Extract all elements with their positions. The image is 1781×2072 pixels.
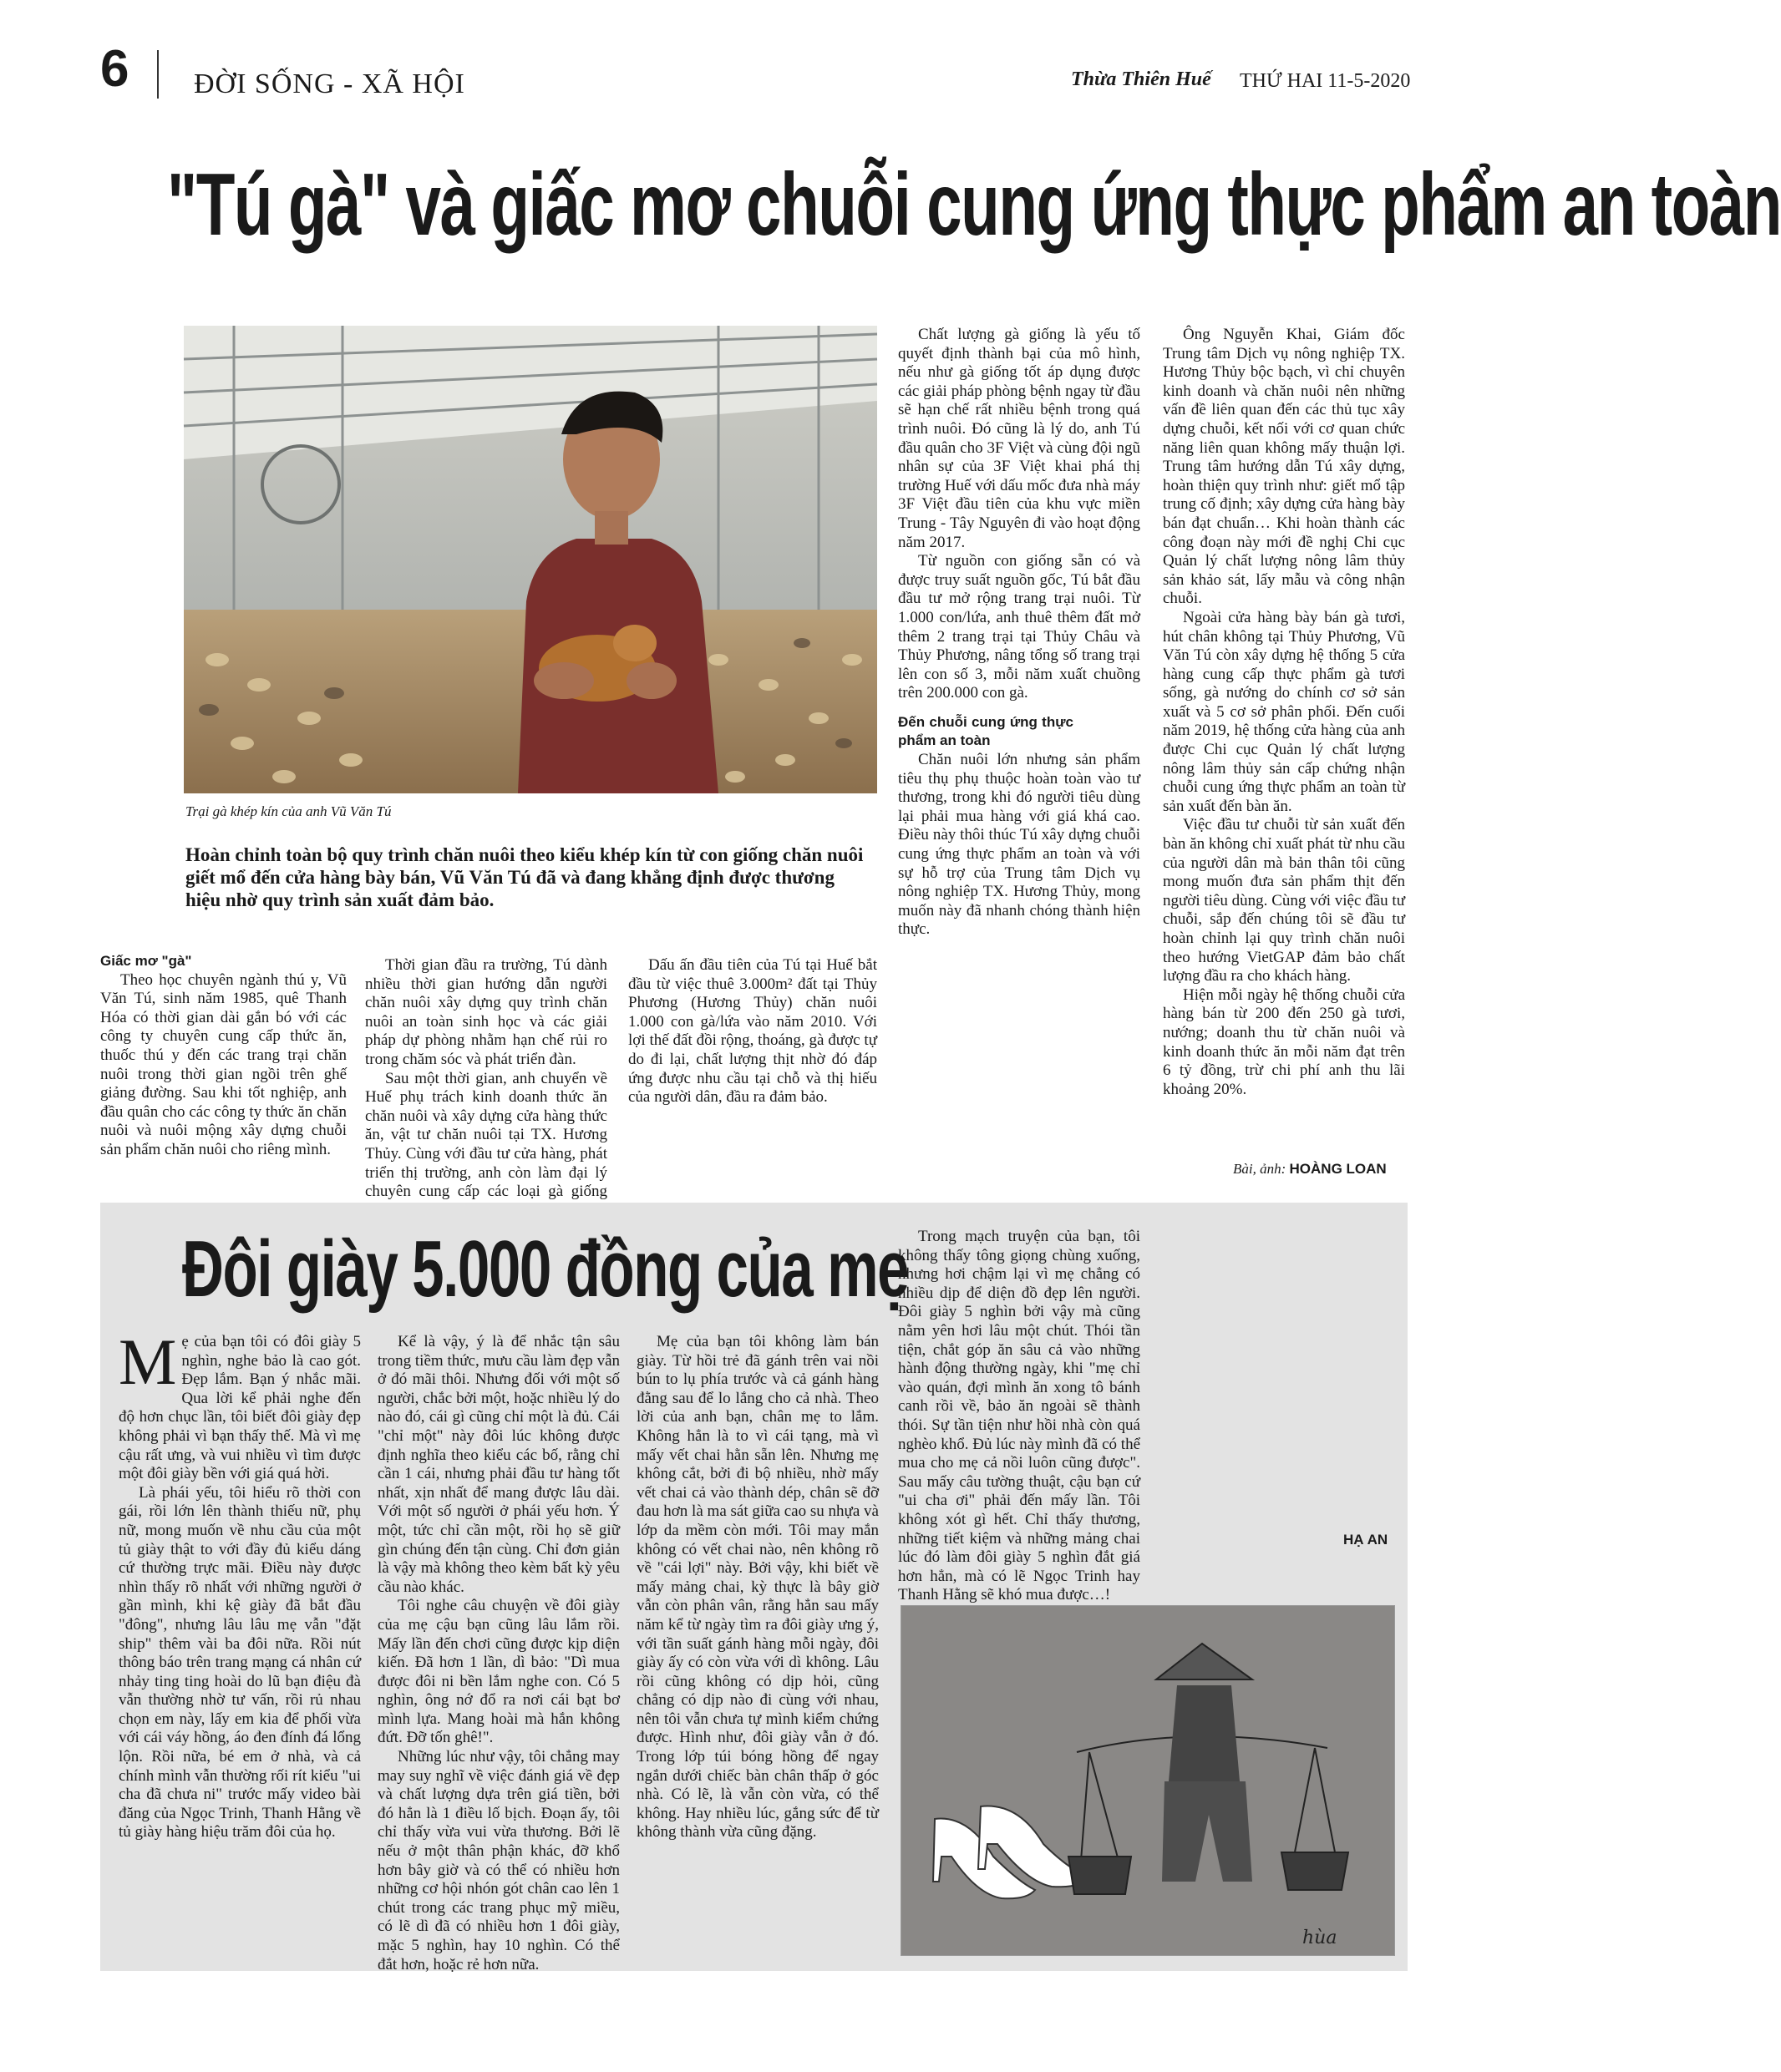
article2-col2: [378, 1333, 620, 1974]
section-title: ĐỜI SỐNG - XÃ HỘI: [194, 68, 465, 99]
paragraph: Ngoài cửa hàng bày bán gà tươi, hút chân không tại Thủy Phương, Vũ Văn Tú còn xây dựng hệ thống 5 cửa hàng cung cấp thực phẩm gà tươi sống, gà nướng do chính cơ sở sản xuất và 5 cơ sở phân phối. Đến cuối năm 2019, hệ thống cửa hàng của anh được Chi cục Quản lý chất lượng nông lâm thủy sản cấp chứng nhận chuỗi cung ứng thực phẩm an toàn từ sản xuất đến bàn ăn.: [1163, 608, 1405, 815]
paragraph: Ông Nguyễn Khai, Giám đốc Trung tâm Dịch vụ nông nghiệp TX. Hương Thủy bộc bạch, vì chỉ chuyên kinh doanh và chăn nuôi nên những vấn đề liên quan đến các thủ tục xây dựng chuỗi, kết nối với cơ quan chức năng liên quan không mấy thuận lợi. Trung tâm hướng dẫn Tú xây dựng, hoàn thiện quy trình như: giết mổ tập trung cố định; xây dựng cửa hàng bày bán đạt chuẩn… Khi hoàn thành các công đoạn này mới đề nghị Chi cục Quản lý chất lượng nông lâm thủy sản khảo sát, lấy mẫu và công nhận chuỗi.: [1163, 326, 1405, 608]
paragraph: Trong mạch truyện của bạn, tôi không thấy tông giọng chùng xuống, nhưng hơi chậm lại vì mẹ chẳng có nhiều dịp để diện đồ đẹp lên người. Đôi giày 5 nghìn bởi vậy mà cũng nằm yên hơi lâu một chút. Thói tần tiện, chắt góp ăn sâu cả vào những hành động thường ngày, khi "mẹ chỉ vào quán, đợi mình ăn xong tô bánh canh rồi về, bảo ăn ngoài sẽ thành thói. Sự tần tiện như hồi nhà còn quá nghèo khổ. Đủ lúc này mình đã có thể mua cho mẹ cả nồi luôn cũng được". Sau mấy câu tường thuật, cậu bạn cứ "ui cha ơi" phải đến mấy lần. Tôi không xót gì hết. Chỉ thấy thương, những tiết kiệm và những mảng chai lúc đó làm đôi giày 5 nghìn đắt giá hơn hẳn, mà có lẽ Ngọc Trinh hay Thanh Hằng sẽ khó mua được…!: [898, 1228, 1140, 1604]
article1-photo: [184, 326, 877, 793]
article1-col1: [100, 952, 347, 1160]
article1-lead: Hoàn chỉnh toàn bộ quy trình chăn nuôi theo kiểu khép kín từ con giống chăn nuôi giết mổ đến cửa hàng bày bán, Vũ Văn Tú đã và đang khẳng định được thương hiệu nhờ quy trình sản xuất đảm bảo.: [185, 844, 864, 910]
paragraph: Hiện mỗi ngày hệ thống chuỗi cửa hàng bán từ 200 đến 250 gà tươi, nướng; doanh thu từ chăn nuôi và kinh doanh thức ăn mỗi năm đạt trên 6 tỷ đồng, trừ chi phí anh thu lãi khoảng 20%.: [1163, 985, 1405, 1098]
subheading-chuoi-cung-ung: Đến chuỗi cung ứng thực phẩm an toàn: [898, 713, 1073, 749]
article2-col4: [898, 1228, 1140, 1605]
article1-col2: [365, 956, 607, 1220]
photo-caption: Trại gà khép kín của anh Vũ Văn Tú: [185, 803, 392, 819]
article1-col5: [1163, 326, 1405, 1099]
subheading-giac-mo: Giấc mơ "gà": [100, 953, 192, 969]
paragraph: Mẹ của bạn tôi không làm bán giày. Từ hồi trẻ đã gánh trên vai nồi bún to lụ phía trước và cả gánh hàng đằng sau để lo lắng cho cả nhà. Theo lời của anh bạn, chân mẹ to lắm. Không hẳn là to vì cái tạng, mà vì mấy vết chai hằn sẵn lên. Nhưng mẹ không cắt, bởi đi bộ nhiều, nhờ mấy vết chai cả vào thành dép, chân sẽ đỡ đau hơn là ma sát giữa cao su nhựa và lớp da mềm còn mới. Tôi may mắn không có vết chai nào, nên không rõ về "cái lợi" này. Bởi vậy, khi biết về mấy mảng chai, kỳ thực là bây giờ vẫn còn phân vân, rằng hẳn sau mấy năm kể từ ngày tìm ra đôi giày ưng ý, với tần suất gánh hàng mỗi ngày, đôi giày ấy có còn vừa với dì không. Lâu rồi cũng không có dịp hỏi, cũng chẳng có dịp nào đi cùng với nhau, nên tôi vẫn chưa tự mình kiểm chứng được. Hình như, đôi giày vẫn ở đó. Trong lớp túi bóng hồng để ngay ngắn dưới chiếc bàn chân thấp ở góc nhà. Có lẽ, là vẫn còn vừa, có thể không. Hay nhiều lúc, gắng sức để từ không thành vừa cũng đặng.: [637, 1333, 879, 1841]
header-divider: [157, 50, 159, 99]
article2-byline: HẠ AN: [1343, 1532, 1388, 1548]
paragraph: Tôi nghe câu chuyện về đôi giày của mẹ cậu bạn cũng lâu lắm rồi. Mấy lần đến chơi cũng được kịp diện kiến. Đã hơn 1 lần, dì bảo: "Dì mua được đôi ni bền lắm nghe con. Có 5 nghìn, ông nớ đổ ra nơi cái bạt bơ mình lựa. Mang hoài mà hắn không đứt. Đỡ tốn ghê!".: [378, 1597, 620, 1747]
shoes-and-vendor-drawing: [901, 1606, 1394, 1955]
article2-col1: [119, 1325, 361, 1842]
page-number: 6: [100, 40, 129, 98]
article1-headline: "Tú gà" và giấc mơ chuỗi cung ứng thực phẩm an toàn: [167, 155, 1781, 254]
page-header: [0, 0, 1505, 100]
issue-date: THỨ HAI 11-5-2020: [1240, 70, 1411, 92]
paragraph: Là phái yếu, tôi hiểu rõ thời con gái, rồi lớn lên thành thiếu nữ, phụ nữ, mong muốn về nhu cầu của một tủ giày thật to với đầy đủ kiểu dáng cứ thường trực mãi. Điều này được nhìn thấy rõ nhất với những người ở gần mình, khi kệ giày đã bắt đầu "đông", nhưng lâu lâu mẹ vẫn "đặt ship" thêm vài ba đôi nữa. Rồi nút thông báo trên trang mạng cá nhân cứ nhảy ting ting hoài do lũ bạn điệu đà vẫn thường nhờ tư vấn, rồi rủ nhau chọn em này, lấy em kia để phối vừa với cái váy hồng, áo đen đính đá lổng lộn. Rồi nữa, bé em ở nhà, và cả chính mình vẫn thường rối rít kiểu "ui cha đã chưa ni" trước mấy video bài đăng của Ngọc Trinh, Thanh Hằng về tủ giày hàng hiệu trăm đôi của họ.: [119, 1483, 361, 1841]
byline-name: HOÀNG LOAN: [1289, 1161, 1387, 1177]
paragraph: Những lúc như vậy, tôi chẳng may may suy nghĩ về việc đánh giá về đẹp và chất lượng dựa trên giá tiền, bởi đó hẳn là 1 điều lố bịch. Đoạn ấy, tôi chỉ thấy vừa vui vừa thương. Bởi lẽ nếu ở một thân phận khác, đỡ khổ hơn bây giờ và có thể có nhiều hơn những cơ hội nhón gót chân cao lên 1 chút trong các trang phục mỹ miều, có lẽ dì đã có nhiều hơn 1 đôi giày, mặc 5 nghìn, hay 10 nghìn. Có thể đắt hơn, hoặc rẻ hơn nữa.: [378, 1748, 620, 1973]
paragraph: Từ nguồn con giống sẵn có và được truy suất nguồn gốc, Tú bắt đầu đầu tư mở rộng trang trại nuôi. Từ 1.000 con/lứa, anh thuê thêm đất mở thêm 2 trang trại tại Thủy Châu và Thủy Phương, nâng tổng số trang trại lên con số 3, mỗi năm xuất chuồng trên 200.000 con gà.: [898, 552, 1140, 702]
brand-name: Thừa Thiên Huế: [1071, 68, 1211, 90]
paragraph: Dấu ấn đầu tiên của Tú tại Huế bắt đầu từ việc thuê 3.000m² đất tại Thủy Phương (Hương Thủy) chăn nuôi 1.000 con gà/lứa vào năm 2010. Với lợi thế đất đồi rộng, thoáng, gà được tự do đi lại, chất lượng thịt nhờ đó đáp ứng được nhu cầu tại chỗ và thị hiếu của người dân, đầu ra đảm bảo.: [628, 956, 877, 1107]
article1-col4: [898, 326, 1140, 940]
paragraph: Chất lượng gà giống là yếu tố quyết định thành bại của mô hình, nếu như gà giống tốt áp dụng được các giải pháp phòng bệnh ngay từ đầu sẽ hạn chế rất nhiều bệnh trong quá trình nuôi. Đó cũng là lý do, anh Tú đầu quân cho 3F Việt và cùng đội ngũ nhân sự của 3F Việt khai phá thị trường Huế với dấu mốc đưa nhà máy 3F Việt đầu tiên của khu vực miền Trung - Tây Nguyên đi vào hoạt động năm 2017.: [898, 326, 1140, 551]
paragraph: Sau một thời gian, anh chuyển về Huế phụ trách kinh doanh thức ăn chăn nuôi và xây dựng cửa hàng thức ăn, vật tư chăn nuôi tại TX. Hương Thủy. Cùng với đầu tư cửa hàng, phát triển thị trường, anh còn làm đại lý chuyên cung cấp các loại gà giống: [365, 1069, 607, 1201]
article2-headline: Đôi giày 5.000 đồng của mẹ: [182, 1224, 909, 1314]
paragraph: Việc đầu tư chuỗi từ sản xuất đến bàn ăn không chỉ xuất phát từ nhu cầu của người dân mà bản thân tôi cũng mong muốn đưa sản phẩm thịt đến người tiêu dùng. Cùng với việc đầu tư chuỗi, sắp đến chúng tôi sẽ đầu tư hoàn chỉnh lại quy trình chăn nuôi theo hướng VietGAP đảm bảo chất lượng đầu ra cho khách hàng.: [1163, 816, 1405, 985]
paragraph: Theo học chuyên ngành thú y, Vũ Văn Tú, sinh năm 1985, quê Thanh Hóa có thời gian dài gắn bó với các công ty chuyên cung cấp thức ăn, thuốc thú y đến các trang trại chăn nuôi trong thời gian ngồi trên ghế giảng đường. Sau khi tốt nghiệp, anh đầu quân cho các công ty thức ăn chăn nuôi và nuôi mộng xây dựng chuỗi sản phẩm chăn nuôi cho riêng mình.: [100, 970, 347, 1158]
paragraph: Mẹ của bạn tôi có đôi giày 5 nghìn, nghe bảo là cao gót. Đẹp lắm. Bạn ý nhắc mãi. Qua lời kể phải nghe đến độ hơn chục lần, tôi biết đôi giày đẹp không phải vì bạn thấy thế. Mà vì mẹ cậu rất ưng, và vui nhiều vì tìm được một đôi giày bền với giá quá hời.: [119, 1325, 361, 1483]
paragraph: Thời gian đầu ra trường, Tú dành nhiều thời gian hướng dẫn người chăn nuôi xây dựng quy trình chăn nuôi an toàn sinh học và các giải pháp dự phòng nhằm hạn chế rủi ro trong chăm sóc và phát triển đàn.: [365, 956, 607, 1068]
illustration: [901, 1605, 1395, 1956]
article2-col3: [637, 1333, 879, 1842]
article1-byline: [1233, 1161, 1387, 1178]
paragraph: Kể là vậy, ý là để nhắc tận sâu trong tiềm thức, mưu cầu làm đẹp vẫn ở đó mãi thôi. Nhưng đối với một số người, chắc bởi một, hoặc nhiều lý do nào đó, cái gì cũng chỉ một là đủ. Cái "chỉ một" này đôi lúc không được định nghĩa theo kiểu các bố, rằng chỉ cần 1 cái, nhưng phải đầu tư hàng tốt nhất, xịn nhất để mang được lâu dài. Với một số người ở phái yếu hơn. Ý một, tức chỉ cần một, rồi họ sẽ giữ gìn chúng đến tận cùng. Chỉ đơn giản là vậy mà không theo kèm bất kỳ yêu cầu nào khác.: [378, 1333, 620, 1596]
artist-signature: hùa: [1302, 1928, 1337, 1948]
article1-col3: [628, 956, 877, 1107]
drop-cap: M: [119, 1325, 177, 1398]
paragraph: Chăn nuôi lớn nhưng sản phẩm tiêu thụ phụ thuộc hoàn toàn vào tư thương, trong khi đó người tiêu dùng lại phải mua hàng với giá khá cao. Điều này thôi thúc Tú xây dựng chuỗi cung ứng thực phẩm an toàn và với sự hỗ trợ của Trung tâm Dịch vụ nông nghiệp TX. Hương Thủy, mong muốn này đã nhanh chóng thành hiện thực.: [898, 751, 1140, 939]
byline-prefix: Bài, ảnh:: [1233, 1161, 1286, 1177]
